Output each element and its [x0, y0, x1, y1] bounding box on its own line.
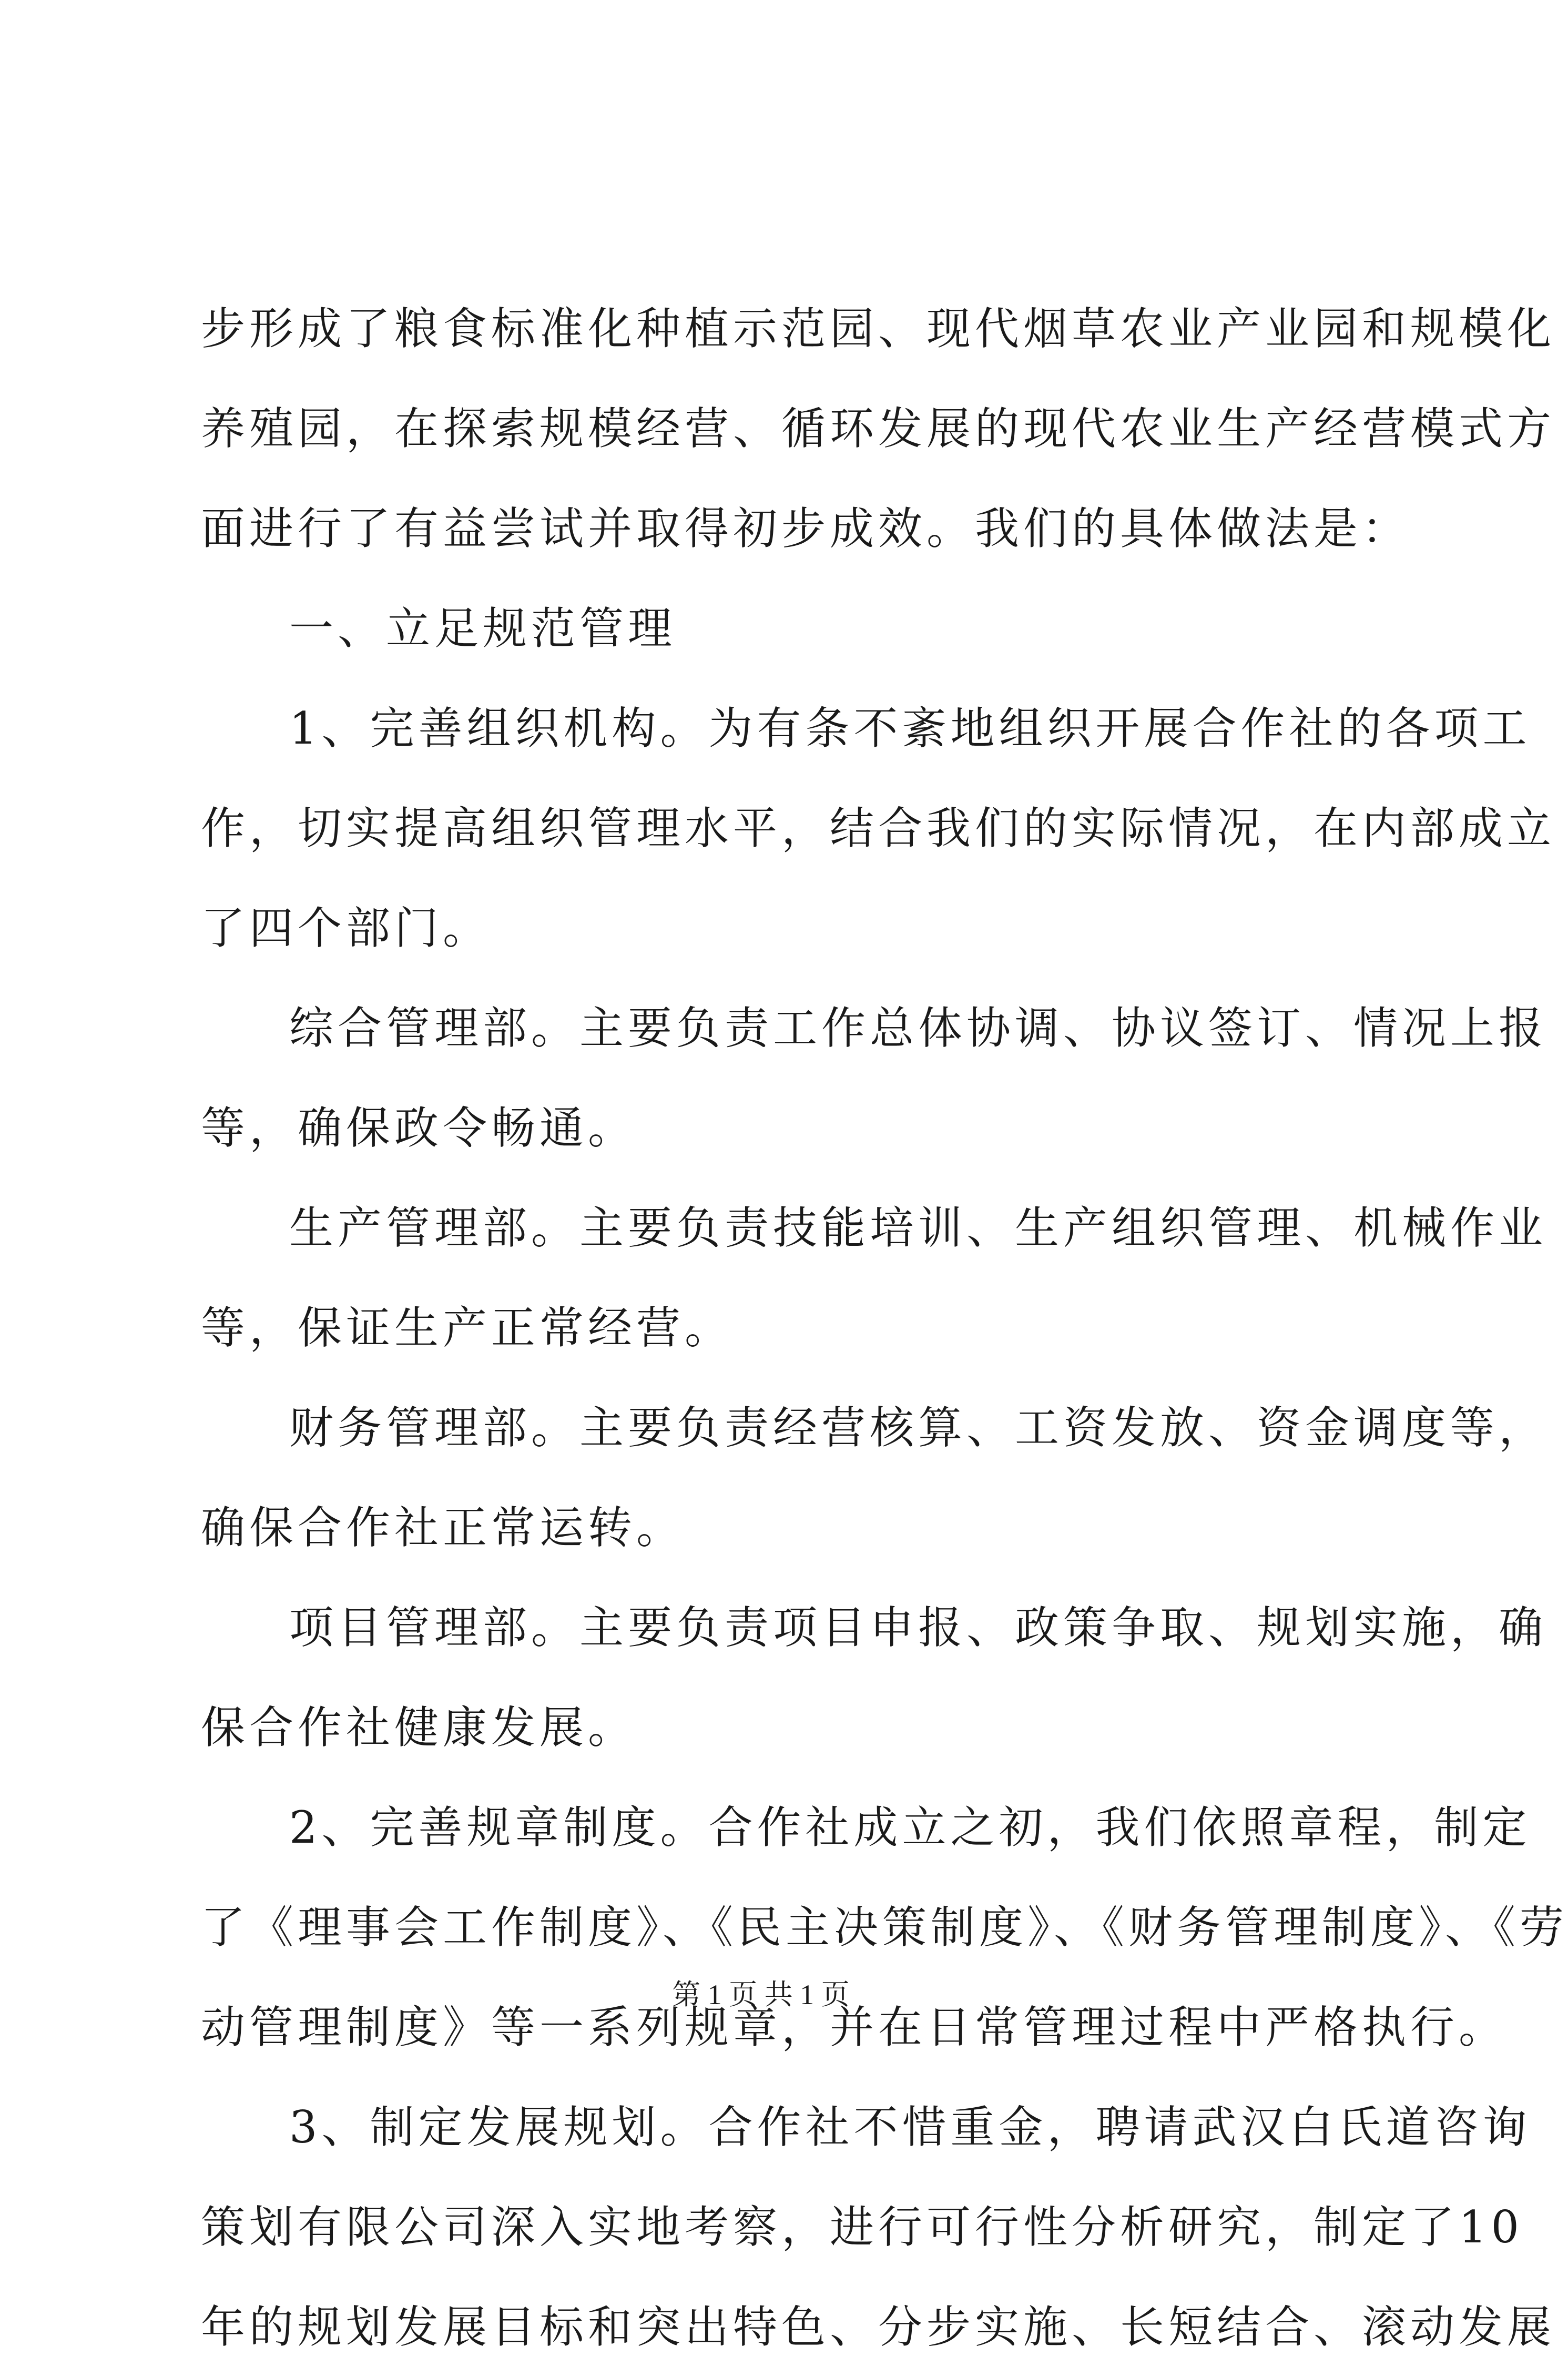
text-line: 1、完善组织机构。为有条不紊地组织开展合作社的各项工	[289, 703, 1531, 754]
text-line: 策划有限公司深入实地考察，进行可行性分析研究，制定了10	[201, 2201, 1523, 2253]
text-line: 动管理制度》等一系列规章，并在日常管理过程中严格执行。	[201, 2002, 1508, 2053]
text-line: 生产管理部。主要负责技能培训、生产组织管理、机械作业	[289, 1202, 1547, 1254]
text-line: 等，确保政令畅通。	[201, 1102, 637, 1154]
text-line: 了四个部门。	[201, 902, 492, 954]
text-line: 保合作社健康发展。	[201, 1702, 637, 1753]
text-line: 年的规划发展目标和突出特色、分步实施、长短结合、滚动发展	[201, 2301, 1556, 2353]
document-body	[201, 279, 1568, 2377]
text-line: 确保合作社正常运转。	[201, 1502, 685, 1553]
text-line: 财务管理部。主要负责经营核算、工资发放、资金调度等，	[289, 1402, 1547, 1454]
text-line: 项目管理部。主要负责项目申报、政策争取、规划实施，确	[289, 1602, 1547, 1653]
text-line: 2、完善规章制度。合作社成立之初，我们依照章程，制定	[289, 1802, 1531, 1853]
page-footer: 第 1 页 共 1 页	[672, 1979, 850, 2010]
text-line: 步形成了粮食标准化种植示范园、现代烟草农业产业园和规模化	[201, 303, 1556, 354]
text-line: 作，切实提高组织管理水平，结合我们的实际情况，在内部成立	[201, 803, 1556, 854]
section-heading: 一、立足规范管理	[289, 603, 677, 654]
text-line: 养殖园，在探索规模经营、循环发展的现代农业生产经营模式方	[201, 403, 1556, 454]
text-line: 综合管理部。主要负责工作总体协调、协议签订、情况上报	[289, 1002, 1547, 1054]
text-line: 了《理事会工作制度》、《民主决策制度》、《财务管理制度》、《劳	[201, 1902, 1568, 1953]
text-line: 等，保证生产正常经营。	[201, 1302, 734, 1354]
text-line: 面进行了有益尝试并取得初步成效。我们的具体做法是：	[201, 503, 1411, 554]
text-line: 3、制定发展规划。合作社不惜重金，聘请武汉白氏道咨询	[289, 2101, 1531, 2153]
